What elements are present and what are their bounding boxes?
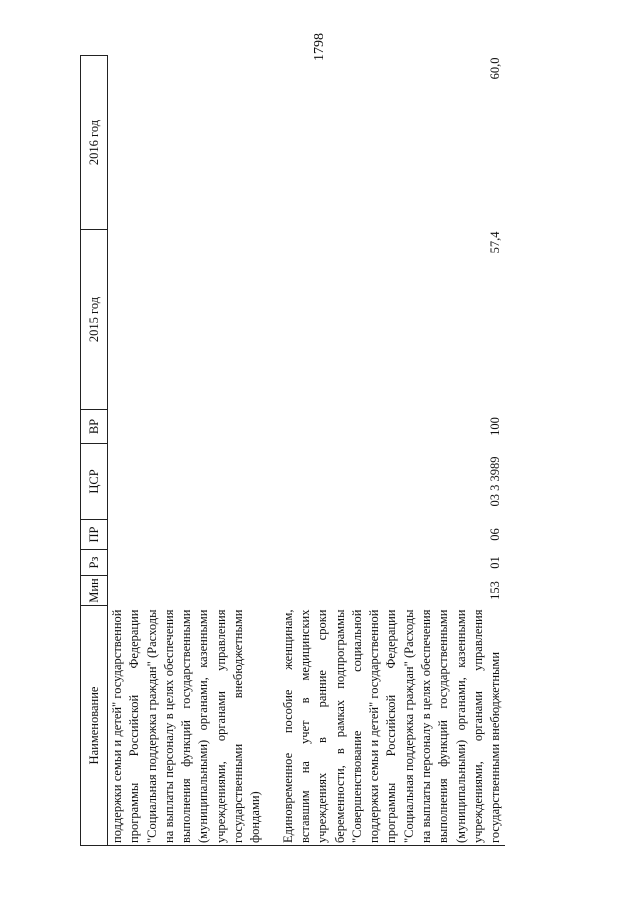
rotated-table-area	[80, 56, 610, 846]
header-rz: Рз	[81, 550, 108, 576]
row-csr-cell: 03 3 3989	[487, 456, 502, 507]
header-2016: 2016 год	[81, 56, 108, 230]
row-name-cell	[108, 606, 279, 846]
row-name-text: Единовременное пособие женщинам, вставшим на учет в медицинских учреждениях в ранние сроки беременности, в рамках подпрограммы "Совершенствование социальной поддержки семьи и детей" государственной программы Российской Федерации "Социальная поддержка граждан" (Расходы на выплаты персоналу в целях обеспечения выполнения функций государственными (муниципальными) органами, казенными учреждениями, органами управления государственными внебюджетными	[280, 609, 503, 843]
header-2015: 2015 год	[81, 230, 108, 410]
row-vr-cell: 100	[487, 417, 502, 436]
page-number: 1798	[312, 33, 327, 61]
row-rz-cell: 01	[487, 556, 502, 569]
row-pr-cell	[108, 520, 279, 550]
row-2016-cell	[108, 56, 279, 230]
row-min-cell: 153	[487, 581, 502, 600]
row-name-cell	[279, 606, 505, 846]
row-2015-cell	[108, 230, 279, 410]
row-vr-cell	[108, 410, 279, 444]
row-2016-cell: 60,0	[487, 57, 502, 80]
header-name: Наименование	[81, 606, 108, 846]
header-vr: ВР	[81, 410, 108, 444]
row-2015-cell: 57,4	[487, 231, 502, 254]
table-header-row	[81, 56, 108, 846]
table-row	[108, 56, 279, 846]
row-csr-cell	[108, 444, 279, 520]
table-row	[279, 56, 505, 846]
header-pr: ПР	[81, 520, 108, 550]
row-min-cell	[108, 576, 279, 606]
header-min: Мин	[81, 576, 108, 606]
budget-table	[80, 55, 505, 846]
row-pr-cell: 06	[487, 528, 502, 541]
row-rz-cell	[108, 550, 279, 576]
header-csr: ЦСР	[81, 444, 108, 520]
row-name-text: поддержки семьи и детей" государственной программы Российской Федерации "Социальная поддержка граждан" (Расходы на выплаты персоналу в целях обеспечения выполнения функций государственными (муниципальными) органами, казенными учреждениями, органами управления государственными внебюджетными фондами)	[110, 609, 263, 843]
